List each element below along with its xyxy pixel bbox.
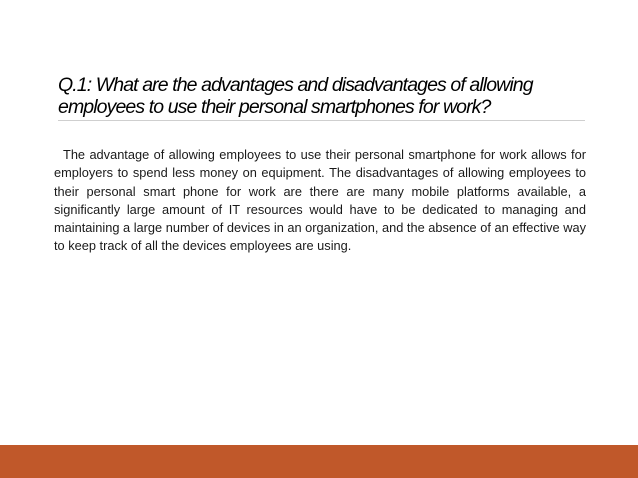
title-divider xyxy=(58,120,585,121)
slide-title: Q.1: What are the advantages and disadvantages of allowing employees to use their personal smartphones for work? xyxy=(58,74,533,118)
footer-accent-bar xyxy=(0,445,638,478)
slide-body-text: The advantage of allowing employees to use their personal smartphone for work allows for employers to spend less money on equipment. The disadvantages of allowing employees to their personal smart phone for work are there are many mobile platforms available, a significantly large amount of IT resources would have to be dedicated to managing and maintaining a large number of devices in an organization, and the absence of an effective way to keep track of all the devices employees are using. xyxy=(54,147,586,254)
